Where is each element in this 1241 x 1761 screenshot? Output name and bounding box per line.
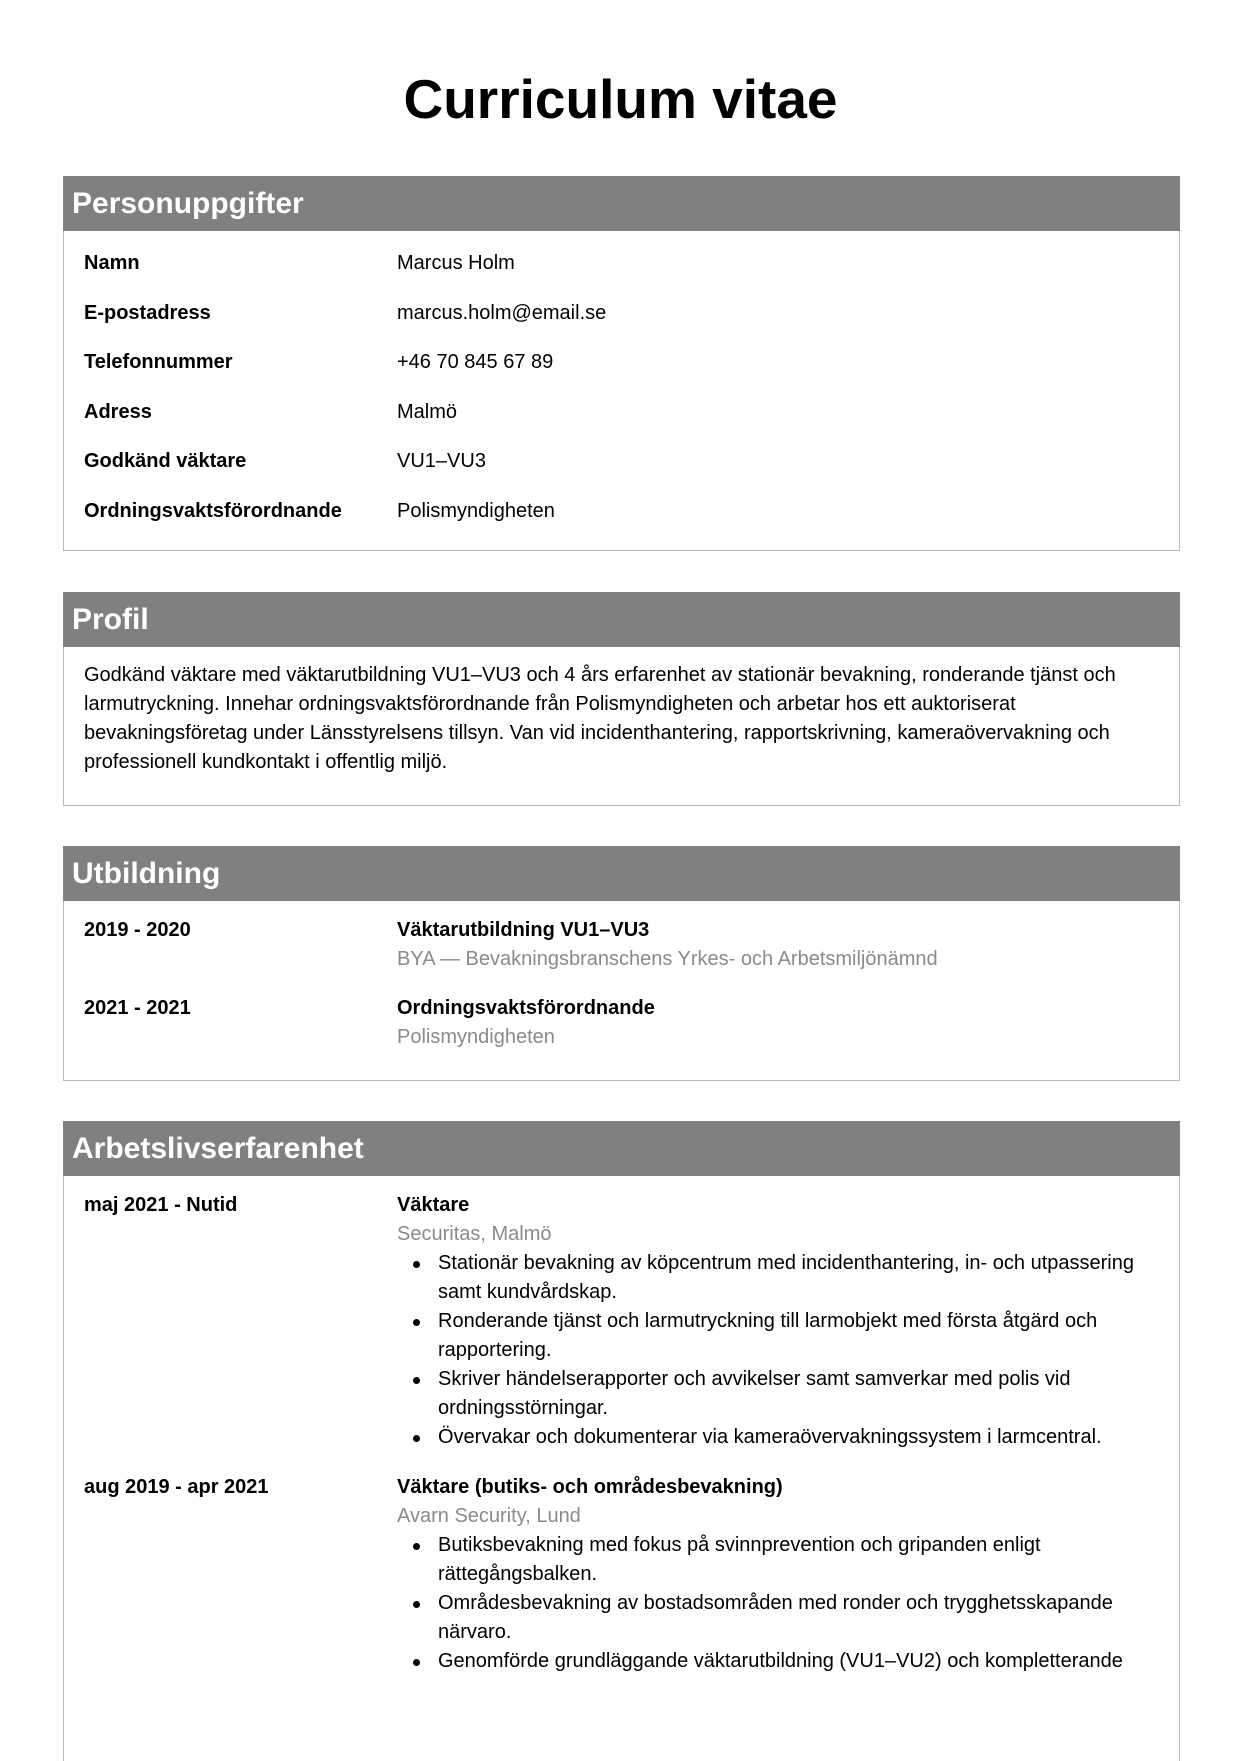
bullet-item: Ronderande tjänst och larmutryckning till larmobjekt med första åtgärd och rapportering. <box>438 1307 1179 1365</box>
document-title: Curriculum vitae <box>403 68 838 130</box>
bullet-item: Genomförde grundläggande väktarutbildning (VU1–VU2) och kompletterande <box>438 1647 1179 1676</box>
personal-row-address <box>64 398 1179 448</box>
field-value: Malmö <box>397 400 458 423</box>
section-personal-info <box>63 176 1180 551</box>
bullet-item: Stationär bevakning av köpcentrum med incidenthantering, in- och utpassering samt kundvårdskap. <box>438 1249 1179 1307</box>
entry-period: maj 2021 - Nutid <box>84 1194 238 1216</box>
field-label: Godkänd väktare <box>84 450 247 473</box>
section-profile <box>63 592 1180 806</box>
work-entry <box>64 1191 1179 1452</box>
section-heading-education: Utbildning <box>63 846 1180 901</box>
entry-period: 2021 - 2021 <box>84 997 191 1019</box>
section-heading-profile: Profil <box>63 592 1180 647</box>
entry-bullet-list <box>397 1249 1179 1452</box>
work-entry <box>64 1473 1179 1676</box>
entry-title: Väktare (butiks- och områdesbevakning) <box>397 1476 783 1498</box>
entry-title: Väktarutbildning VU1–VU3 <box>397 919 650 941</box>
entry-organization: Avarn Security, Lund <box>397 1505 581 1527</box>
field-label: Telefonnummer <box>84 351 233 374</box>
field-label: Adress <box>84 400 152 423</box>
entry-title: Ordningsvaktsförordnande <box>397 997 655 1019</box>
entry-title: Väktare <box>397 1194 470 1216</box>
field-value: marcus.holm@email.se <box>397 301 607 324</box>
bullet-item: Skriver händelserapporter och avvikelser samt samverkar med polis vid ordningsstörningar. <box>438 1365 1179 1423</box>
entry-organization: Polismyndigheten <box>397 1026 555 1048</box>
section-work-experience <box>63 1121 1180 1761</box>
entry-period: aug 2019 - apr 2021 <box>84 1476 269 1498</box>
section-education <box>63 846 1180 1081</box>
personal-row-phone <box>64 348 1179 398</box>
field-label: Ordningsvaktsförordnande <box>84 499 342 522</box>
bullet-item: Butiksbevakning med fokus på svinnprevention och gripanden enligt rättegångsbalken. <box>438 1531 1179 1589</box>
field-value: Polismyndigheten <box>397 499 555 522</box>
field-value: VU1–VU3 <box>397 450 486 473</box>
field-value: +46 70 845 67 89 <box>397 351 554 374</box>
field-label: Namn <box>84 252 140 274</box>
personal-row-guard-certification <box>64 447 1179 497</box>
entry-bullet-list <box>397 1531 1179 1676</box>
bullet-item: Områdesbevakning av bostadsområden med ronder och trygghetsskapande närvaro. <box>438 1589 1179 1647</box>
field-label: E-postadress <box>84 301 211 324</box>
field-value: Marcus Holm <box>397 252 515 274</box>
entry-organization: Securitas, Malmö <box>397 1223 552 1245</box>
personal-row-name <box>64 249 1179 299</box>
education-entry <box>64 994 1179 1072</box>
entry-organization: BYA — Bevakningsbranschens Yrkes- och Arbetsmiljönämnd <box>397 948 938 970</box>
bullet-item: Övervakar och dokumenterar via kameraövervakningssystem i larmcentral. <box>438 1423 1179 1452</box>
entry-period: 2019 - 2020 <box>84 919 191 941</box>
section-heading-work: Arbetslivserfarenhet <box>63 1121 1180 1176</box>
personal-row-security-appointment <box>64 497 1179 547</box>
section-heading-personal: Personuppgifter <box>63 176 1180 231</box>
personal-row-email <box>64 299 1179 349</box>
profile-summary: Godkänd väktare med väktarutbildning VU1–VU3 och 4 års erfarenhet av stationär bevakning, ronderande tjänst och larmutryckning. Innehar ordningsvaktsförordnande från Polismyndigheten och arbetar hos ett auktoriserat bevakningsföretag under Länsstyrelsens tillsyn. Van vid incidenthantering, rapportskrivning, kameraövervakning och professionell kundkontakt i offentlig miljö. <box>84 664 1116 773</box>
education-entry <box>64 916 1179 994</box>
